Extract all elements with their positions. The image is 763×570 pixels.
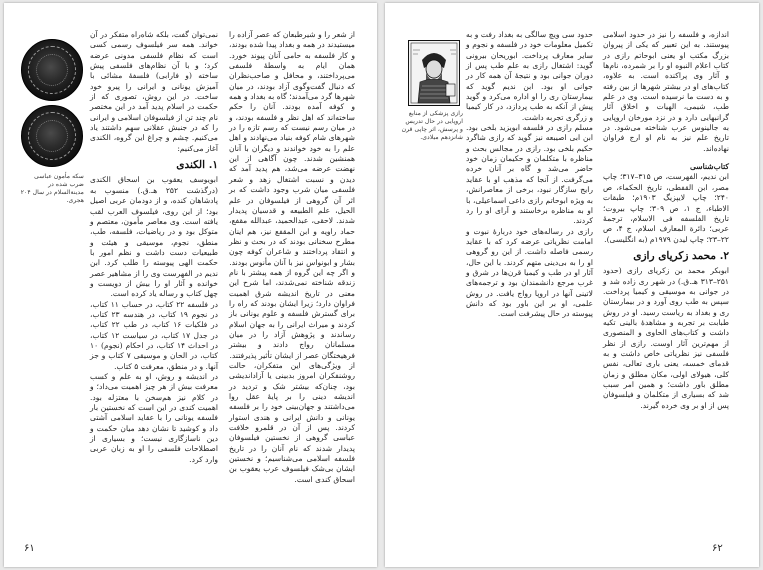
left-page-col-right [229,30,355,525]
section-title-kindi: ۱. الکندی [176,159,218,172]
section-title-razi: ۲. محمد زکریای رازی [633,249,729,262]
page-number: ۶۱ [24,543,35,554]
paragraph: اندازه، و فلسفه را نیز در حدود اسلامی پیوستند. به این تعبیر که یکی از پیروان بزرگ مکتب او یعنی ابوحاتم رازی در کتاب اعلام النبوه او را بر شمرده، نام‌ها و آثار وی پراکنده است. به علاوه، کتاب‌های او در بیشتر شهرها از بین رفته و به دست ما نرسیده است. وی در علم طب، شیمی، الهیات و اخلاق آثار گرانبهایی دارد و در نزد مورخان اروپایی به جالینوس عرب شناخته می‌شود. در تاریخ علم نیز به نام او ارج فراوان نهاده‌اند. [603,30,729,153]
paragraph: ابویوسف یعقوب بن اسحاق الکندی (درگذشت ۲۵۲ هـ.ق.) منسوب به پادشاهان کنده، و از دودمان عربی اصیل بود؛ از این روی، فیلسوف العرب لقب یافته است. وی معاصر مأمون، معتصم و متوکل بود و در ریاضیات، فلسفه، طب، منطق، نجوم، موسیقی و هیئت و طبیعیات دست داشت و نظم امور با حکمت الهی پیوسته را طلب کرد. ابن ندیم در الفهرست وی را از مشاهیر عصر خوانده و آثار او را بیش از دویست و چهل کتاب و رساله یاد کرده است. [90,175,218,299]
paragraph: ابوبکر محمد بن زکریای رازی (حدود ۲۵۱–۳۱۳ هـ.ق.) در شهر ری زاده شد و در جوانی به موسیقی و کیمیا پرداخت. سپس به طب روی آورد و در بیمارستان ری و بغداد به ریاست رسید. او در روش طبابت بر تجربه و مشاهدهٔ بالینی تکیه داشت و کتاب‌های الحاوی و المنصوری از مهم‌ترین آثار اوست. رازی از نظر فلسفی نیز نظریاتی خاص داشت و به قدمای خمسه، یعنی باری تعالی، نفس کلی، هیولای اولی، مکان مطلق و زمان مطلق باور داشت؛ و همین امر سبب شد که بسیاری از متکلمان و فیلسوفان پس از او بر وی خرده گیرند. [603,266,729,410]
paragraph: در فلسفه ۲۲ کتاب، در حساب ۱۱ کتاب، در نجوم ۱۹ کتاب، در هندسه ۲۳ کتاب، در فلکیات ۱۶ کتاب، در طب ۲۲ کتاب، در جدل ۱۷ کتاب، در سیاست ۱۲ کتاب، در احداث ۱۴ کتاب، در احکام (نجوم) ۱۰ کتاب، در الحان و موسیقی ۷ کتاب و جز آنها. و در منطق، معرفت ۵ کتاب. [90,299,219,371]
paragraph: حدود سی ویچ سالگی به بغداد رفت و به تکمیل معلومات خود در فلسفه و نجوم و سایر معارف پرداخت. ابوریحان بیرونی گوید: اشتغال رازی به علم طب پس از دوران جوانی بود و نتیجهٔ آن همه کار در جوانی او بود. ابن ندیم گوید که بیمارستان ری را او اداره می‌کرد و گوید پیش از آنکه به طب پردازد، در کار کیمیا و زرگری تجربه داشت. [466,30,593,122]
left-page-col-left [90,30,218,525]
left-page [4,3,377,567]
paragraph: و اگر چه این گروه از همه پیشتر با نام زندقه شناخته نمی‌شدند، اما شرح این معنی در تاریخ اندیشه شرق اهمیت فراوان دارد؛ زیرا ایشان بودند که راه را برای گسترش فلسفه و علوم یونانی باز کردند و میراث ایرانی را به جهان اسلام رساندند و پژوهش آزاد را در میان مسلمانان رواج دادند و بیشتر فرهیختگان عصر از ایشان تأثیر پذیرفتند. [229,267,355,360]
coin-obverse-image [21,39,83,101]
coins-caption: سکه مأمون عباسی ضرب شده در مدینةالسلام در سال ۲۰۴ هجری. [20,173,84,204]
paragraph: نمی‌توان گفت، بلکه شاه‌راه متفکر در آن خواند. همه سر فیلسوف رسمی کسی است که نظام فلسفی مدونی عرضه کرد؛ و با آن نظام‌های فلسفی پیش ساخته (و فارابی) فلسفهٔ مشائی با آمیزش یونانی و ایرانی را پیرو خود ساخت. در این روش، تصوری که از حکمت در اسلام پدید آمد در این مختصر نام چند تن از فیلسوفان اسلامی و ایرانی را که در جنبش عقلانی سهم داشتند یاد می‌کنیم. چشم و چراغ این گروه، الکندی آغاز می‌کنیم: [90,30,218,153]
sources-title: کتاب‌شناسی [689,162,729,172]
woodcut-figure-icon [408,40,460,106]
right-page [385,3,759,567]
paragraph: از شعر را و شیرطبعان که عصر آزاده را میستیدند در همه و بغداد پیدا شده بودند، و کار فلسفه به حامی آنان پیوند خورد. همان ایام به واسطهٔ فلسفی می‌پرداختند، و محافل و صاحب‌نظران که دنبال گفت‌وگوی آزاد بودند، در میان شهرها گرد می‌آمدند؛ گاه به بغداد و همه و کوفه آمده بودند. آنان را حکم ساخته‌اند که اهل نظر و فلسفه بودند، و در میان رسم نیست که رسم تازه را در شهرهای شام کوفه بنیاد می‌نهادند و اهل علم را به خود خواندند و دیگران با آنان همنشین شدند. چون آگاهی از این نهضت عرضه می‌شد، هم پدید آمد که دیدن و نسبت اشتغال زهد و شعر فلسفی میان شرب وجود داشت که بر اثر آن گروهی از فیلسوفان در علم الحیل، علم الطبیعه و قدسیان پدیدار شدند. لاحقی، عبدالحمید، عبدالله مقفع، حماد راویه و ابن المقفع نیز، هم اینان مطرح سخنانی بودند که در بحث و نظر و انتقاد پرداختند و شاعران کوفه چون بشار و ابونواس نیز با آنان مأنوس بودند. [229,30,355,267]
sources-text: ابن ندیم، الفهرست، ص ۳۱۵–۳۱۷؛ چاپ مصر، ابن القفطی، تاریخ الحکماء، ص ۲۴۰؛ چاپ لایپزیگ ۱۹۰۳م؛ طبقات الاطباء، ج ۱، ص ۳۰۹؛ چاپ بیروت؛ تاریخ الفلسفه فی الاسلام، ترجمهٔ عربی؛ دائرة المعارف اسلام، ج ۴، ص ۲۲–۲۳؛ چاپ لیدن ۱۹۷۹م (به انگلیسی). [603,172,730,244]
right-page-col-right [603,30,729,530]
coin-reverse-image [21,105,83,167]
page-number: ۶۲ [712,543,723,554]
paragraph: در اندیشه و روش، او به علم و کسب معرفت بیش از هر چیز اهمیت می‌داد؛ و در کلام نیز هم‌سخن با معتزله بود. اهمیت کندی در این است که نخستین بار فلسفه یونانی را با عقاید اسلامی آشتی داد و کوشید تا نشان دهد میان حکمت و دین ناسازگاری نیست؛ و بسیاری از اصطلاحات فلسفی را او به زبان عربی وارد کرد. [90,372,218,464]
razi-portrait-image [408,40,460,106]
right-page-col-left [466,30,593,530]
paragraph: رازی در رساله‌های خود دربارهٔ نبوت و امامت نظریاتی عرضه کرد که با عقاید رسمی فاصله داشت. از این رو گروهی او را به بی‌دینی متهم کردند. با این حال، آثار او در طب و کیمیا قرن‌ها در شرق و غرب مرجع دانشمندان بود و ترجمه‌های لاتینی آنها در اروپا رواج یافت. در روش علمی، او بر این باور بود که دانش پیوسته در حال پیشرفت است. [466,226,593,319]
portrait-caption: رازی پزشکی از منابع اروپایی در حال تدریس و پرسش، اثر چاپی قرن شانزدهم میلادی. [401,110,463,141]
paragraph: از ویژگی‌های این متفکران، حالت روشنفکران امروز بدبینی یا آزاداندیشی بود، چنان‌که بیشتر شک و تردید در اندیشه دینی را بر پایهٔ عقل روا می‌داشتند و جهان‌بینی خود را بر فلسفه یونانی و دانش ایرانی و هندی استوار کردند. پس از آن در قلمرو خلافت عباسی گروهی از نخستین فیلسوفان پدیدار شدند که نام آنان را در تاریخ فلسفه اسلامی می‌شناسیم؛ و نخستین ایشان بی‌شک فیلسوف عرب یعقوب بن اسحاق کندی است. [229,361,355,484]
paragraph: مسلم رازی در فلسفه ابویزید بلخی بود. ابن ابی اصیبعه نیز گوید که رازی شاگرد حکیم بلخی بود. رازی در مجالس بحث و مناظره با متکلمان و حکیمان زمان خود حاضر می‌شد و گاه بر آنان خرده می‌گرفت. از آنجا که مذهب او با عقاید رایج سازگار نبود، برخی از معاصرانش، به ویژه ابوحاتم رازی داعی اسماعیلی، با او به مناظره برخاستند و آرای او را رد کردند. [466,123,593,226]
